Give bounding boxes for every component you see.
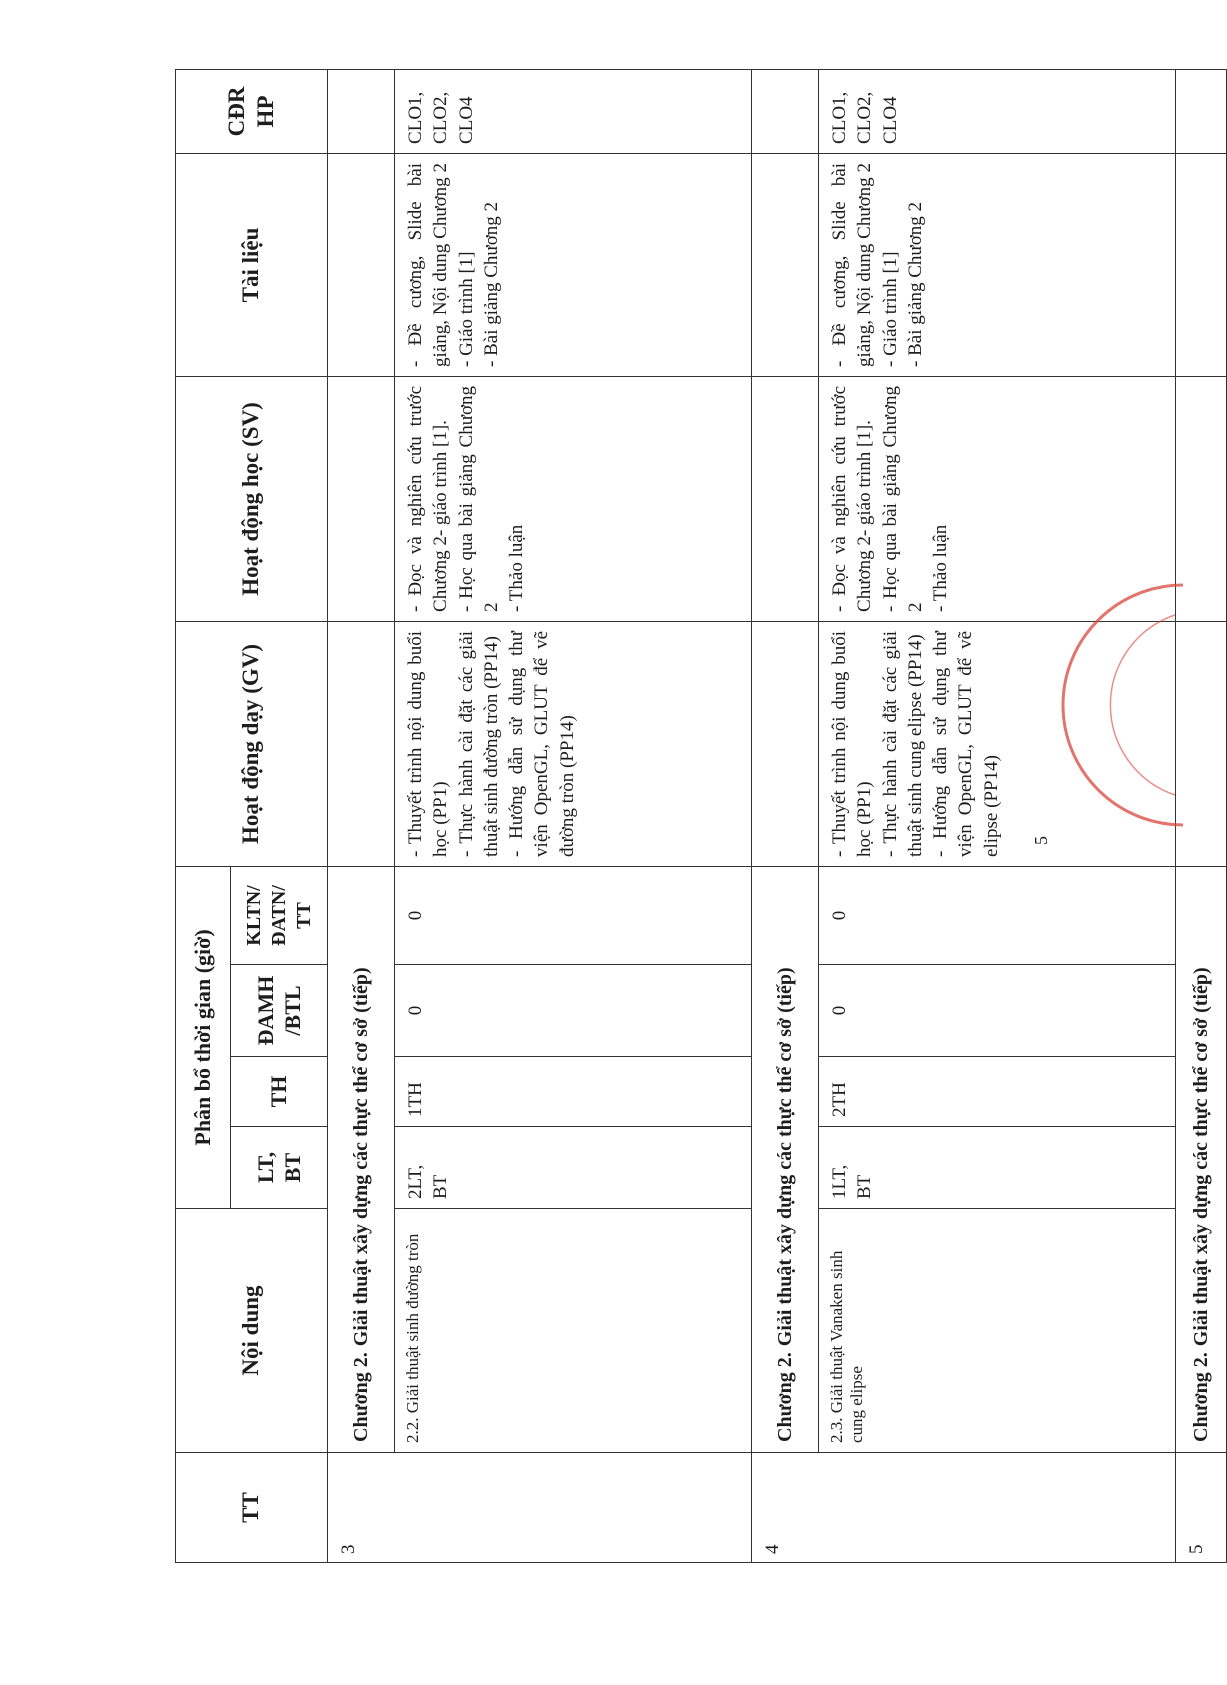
header-tt: TT: [176, 1453, 328, 1563]
hd-day-line: - Thực hành cài đặt các giải thuật sinh cung elipse (PP14): [879, 630, 926, 857]
hd-hoc-line: - Đọc và nghiên cứu trước Chương 2- giáo trình [1].: [405, 385, 452, 612]
empty-cell: [752, 376, 819, 621]
tai-lieu-line: - Bài giảng Chương 2: [480, 202, 502, 367]
hd-hoc-line: - Đọc và nghiên cứu trước Chương 2- giáo trình [1].: [829, 385, 876, 612]
header-noi-dung: Nội dung: [176, 1209, 328, 1453]
header-damh-btl: ĐAMH /BTL: [231, 965, 328, 1057]
hd-day-line: - Thực hành cài đặt các giải thuật sinh đường tròn (PP14): [455, 630, 502, 857]
kltn-cell: 0: [819, 866, 1176, 964]
tai-lieu-cell: [395, 153, 752, 376]
chapter-title: Giải thuật xây dựng các thực thể cơ sở (tiếp): [349, 967, 372, 1347]
th-cell: 1TH: [395, 1057, 752, 1127]
row-tt: 5: [1176, 1453, 1227, 1563]
chapter-heading: [752, 866, 819, 1452]
empty-cell: [328, 69, 395, 153]
lt-bt-cell: 1LT, BT: [819, 1127, 1176, 1209]
header-lt-bt: LT, BT: [231, 1127, 328, 1209]
hd-day-cell: [395, 621, 752, 866]
empty-cell: [1176, 153, 1227, 376]
page-number: 5: [1031, 836, 1051, 845]
empty-cell: [752, 69, 819, 153]
content-cell: 2.3. Giải thuật Vanaken sinh cung elipse: [819, 1209, 1176, 1453]
tai-lieu-line: - Bài giảng Chương 2: [904, 202, 926, 367]
row-tt: 4: [752, 1453, 1176, 1563]
chapter-label: Chương 2.: [773, 1352, 796, 1442]
hd-hoc-line: - Thảo luận: [930, 524, 952, 612]
cdr-cell: CLO1, CLO2, CLO4: [819, 69, 1176, 153]
chapter-title: Giải thuật xây dựng các thực thể cơ sở (tiếp): [1189, 967, 1212, 1347]
header-hd-day: Hoạt động dạy (GV): [176, 621, 328, 866]
rotated-page: [175, 70, 1212, 1563]
damh-cell: 0: [395, 965, 752, 1057]
empty-cell: [328, 376, 395, 621]
header-th: TH: [231, 1057, 328, 1127]
empty-cell: [328, 153, 395, 376]
empty-cell: [752, 153, 819, 376]
chapter-title: Giải thuật xây dựng các thực thể cơ sở (tiếp): [773, 967, 796, 1347]
content-cell: 2.2. Giải thuật sinh đường tròn: [395, 1209, 752, 1453]
seal-stamp: [1065, 575, 1185, 835]
header-hd-hoc: Hoạt động học (SV): [176, 376, 328, 621]
hd-hoc-line: - Học qua bài giảng Chương 2: [455, 385, 502, 612]
hd-day-line: - Hướng dẫn sử dụng thư viện OpenGL, GLUT để vẽ đường tròn (PP14): [506, 630, 578, 857]
damh-cell: 0: [819, 965, 1176, 1057]
empty-cell: [328, 621, 395, 866]
chapter-label: Chương 2.: [1189, 1352, 1212, 1442]
header-tai-lieu: Tài liệu: [176, 153, 328, 376]
row-tt: 3: [328, 1453, 752, 1563]
header-kltn: KLTN/ ĐATN/ TT: [231, 866, 328, 964]
hd-day-line: - Thuyết trình nội dung buổi học (PP1): [829, 630, 876, 857]
hd-day-line: - Hướng dẫn sử dụng thư viện OpenGL, GLUT để vẽ elipse (PP14): [930, 630, 1002, 857]
chapter-label: Chương 2.: [349, 1352, 372, 1442]
tai-lieu-cell: [819, 153, 1176, 376]
hd-hoc-cell: [395, 376, 752, 621]
tai-lieu-line: - Đề cương, Slide bài giảng, Nội dung Chương 2 - Giáo trình [1]: [405, 162, 477, 367]
chapter-heading: [328, 866, 395, 1452]
header-cdr: CĐR HP: [176, 69, 328, 153]
empty-cell: [752, 621, 819, 866]
hd-day-line: - Thuyết trình nội dung buổi học (PP1): [405, 630, 452, 857]
hd-hoc-line: - Thảo luận: [506, 524, 528, 612]
hd-hoc-line: - Học qua bài giảng Chương 2: [879, 385, 926, 612]
lt-bt-cell: 2LT, BT: [395, 1127, 752, 1209]
chapter-heading: [1176, 866, 1227, 1452]
header-phan-bo: Phân bổ thời gian (giờ): [176, 866, 231, 1208]
kltn-cell: 0: [395, 866, 752, 964]
tai-lieu-line: - Đề cương, Slide bài giảng, Nội dung Chương 2 - Giáo trình [1]: [829, 162, 901, 367]
empty-cell: [1176, 69, 1227, 153]
cdr-cell: CLO1, CLO2, CLO4: [395, 69, 752, 153]
th-cell: 2TH: [819, 1057, 1176, 1127]
